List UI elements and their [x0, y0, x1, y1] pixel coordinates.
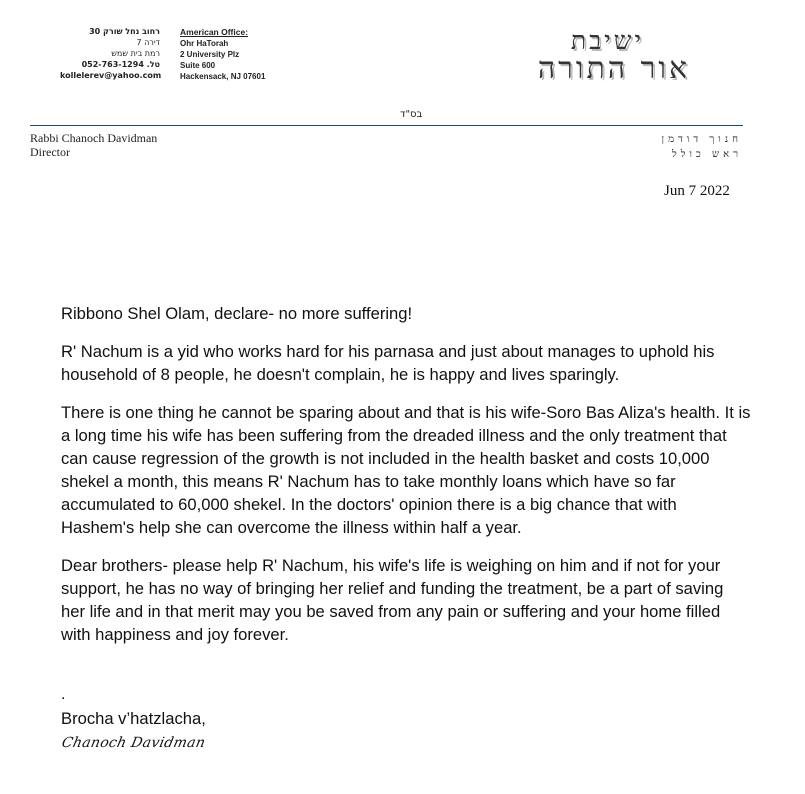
stray-dot: . — [61, 686, 66, 703]
director-name: Rabbi Chanoch Davidman — [30, 131, 158, 145]
hebrew-director-name: חנוך דודמן — [661, 134, 742, 145]
il-phone: טל. 052-763-1294 — [81, 60, 160, 69]
header-divider — [30, 125, 743, 126]
letter-paragraph-3: Dear brothers- please help R' Nachum, his wife's life is weighing on him and if not for your support, he has no way of bringing her relief and funding the treatment, be a part of saving her life and in that merit may you be saved from any pain or suffering and your home filled with happiness and joy forever. — [61, 556, 724, 644]
letter-body — [61, 302, 751, 661]
american-office-address — [180, 27, 290, 82]
letter-paragraph-2: There is one thing he cannot be sparing about and that is his wife-Soro Bas Aliza's health. It is a long time his wife has been suffering from the dreaded illness and the only treatment that can cause regression of the growth is not included in the health basket and costs 10,000 shekel a month, this means R' Nachum has to take monthly loans which have so far accumulated to 60,000 shekel. In the doctors' opinion there is a big chance that with Hashem's help she can overcome the illness within half a year. — [61, 403, 751, 537]
us-line1: Ohr HaTorah — [180, 39, 229, 48]
logo-line1: ישיבת — [570, 26, 644, 55]
hebrew-director-title: ראש כולל — [672, 149, 742, 160]
bsd-mark: בס"ד — [400, 109, 423, 120]
israel-address — [60, 26, 160, 81]
us-office-title: American Office: — [180, 27, 249, 37]
il-street: רחוב נחל שורק 30 — [89, 27, 160, 36]
us-line4: Hackensack, NJ 07601 — [180, 72, 266, 81]
director-block — [30, 131, 157, 159]
letter-paragraph-1: R' Nachum is a yid who works hard for his parnasa and just about manages to uphold his household of 8 people, he doesn't complain, he is happy and lives sparingly. — [61, 342, 715, 384]
hebrew-director-block — [542, 132, 742, 162]
il-city: רמת בית שמש — [111, 49, 160, 58]
letter-closing: Brocha v’hatzlacha, — [61, 709, 206, 728]
letter-date: Jun 7 2022 — [664, 183, 730, 199]
il-apt: דירה 7 — [136, 38, 160, 47]
director-title: Director — [30, 145, 70, 159]
yeshiva-logo — [490, 28, 700, 84]
il-email: kollelerev@yahoo.com — [60, 71, 162, 80]
us-line2: 2 University Plz — [180, 50, 240, 59]
logo-line2: אור התורה — [537, 51, 690, 86]
signature: Chanoch Davidman — [60, 735, 207, 751]
us-line3: Suite 600 — [180, 61, 216, 70]
letter-heading: Ribbono Shel Olam, declare- no more suffering! — [61, 304, 413, 323]
